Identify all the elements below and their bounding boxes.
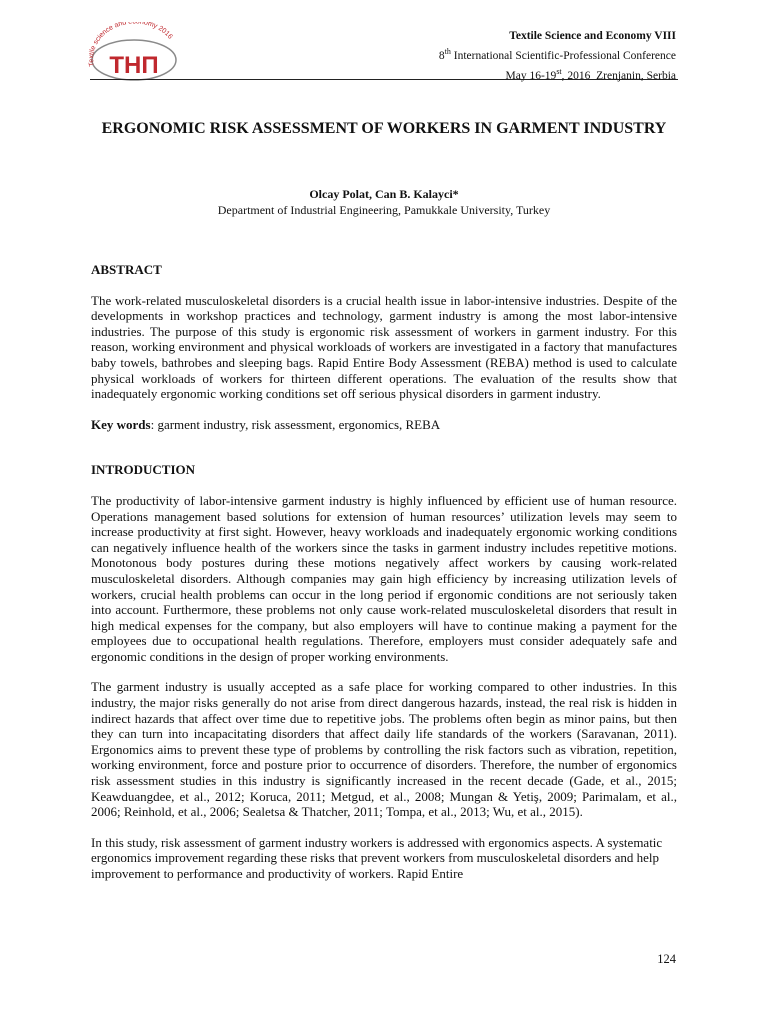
conference-dates: [439, 64, 676, 84]
edition-number: 8: [438, 49, 445, 62]
logo-arc-text: Textile science and e onomy 2016: [88, 22, 174, 67]
conference-name: Textile Science and Economy VIII: [509, 30, 676, 42]
edition-suffix: th: [444, 47, 451, 56]
logo-graphic: [84, 22, 182, 82]
keywords-label: Key words: [91, 416, 151, 432]
author-block: [90, 186, 678, 218]
author-affiliation: Department of Industrial Engineering, Pamukkale University, Turkey: [217, 203, 551, 217]
logo-text: THП: [109, 52, 159, 79]
author-names: Olcay Polat, Can B. Kalayci*: [309, 187, 459, 201]
dates-rest: , 2016 Zrenjanin, Serbia: [561, 69, 676, 82]
introduction-paragraph-2: The garment industry is usually accepted as a safe place for working compared to other industries. In this industry, the major risks generally do not arise from direct dangerous hazards, instead, the real risk is hidden in indirect hazards that affect over time due to repetitive jobs. The problems often begin as minor pains, but then they can turn into incapacitating disorders that affect daily life standards of the workers (Saravanan, 2011). Ergonomics aims to prevent these type of problems by controlling the risk factors such as vibration, repetition, working environment, force and posture prior to occurrence of disorders. Therefore, the number of ergonomics risk assessment studies in this industry is significantly increased in the recent decade (Gade, et al., 2015; Keawduangdee, et al., 2012; Koruca, 2011; Metgud, et al., 2008; Mungan & Yetiş, 2009; Parimalam, et al., 2006; Reinhold, et al., 2006; Sealetsa & Thatcher, 2011; Tompa, et al., 2013; Wu, et al., 2015).: [91, 679, 677, 820]
abstract-text: The work-related musculoskeletal disorders is a crucial health issue in labor-intensive industries. Despite of the developments in workshop practices and technology, garment industry is among the most labor-intensive industries. The purpose of this study is ergonomic risk assessment of workers in garment industry. For this reason, working environment and physical workloads of workers are investigated in a factory that manufactures baby towels, bathrobes and sleeping bags. Rapid Entire Body Assessment (REBA) method is used to calculate physical workloads of workers for thirteen different operations. The evaluation of the results show that inadequately ergonomic working conditions set off serious physical disorders in garment industry.: [91, 292, 677, 402]
abstract-heading: ABSTRACT: [91, 262, 162, 277]
introduction-heading: INTRODUCTION: [91, 462, 196, 478]
keywords-text: : garment industry, risk assessment, ergonomics, REBA: [150, 416, 441, 432]
conference-edition: [439, 44, 676, 64]
keywords: [91, 417, 677, 433]
header-divider: [90, 79, 678, 80]
page-number: 124: [657, 952, 676, 966]
paper-body: [91, 262, 677, 897]
introduction-paragraph-1: The productivity of labor-intensive garment industry is highly influenced by efficient use of human resource. Operations management based solutions for extension of human resources’ utilization levels may seem to increase productivity at first sight. However, heavy workloads and inadequately ergonomic working conditions can negatively influence health of the workers since the tasks in garment industry includes repetitive motions. Monotonous body postures during these motions negatively affect workers by causing work-related musculoskeletal disorders. Although companies may gain high efficiency by increasing utilization levels of workers, crucial health problems can occur in the long period if ergonomic conditions are not seriously taken into account. Furthermore, these problems not only cause work-related musculoskeletal disorders that result in high medical expenses for the company, but also employers will have to continue making a payment for the employees due to occupational health regulations. Therefore, employers must consider adequately safe and ergonomic conditions in the design of proper working environments.: [91, 492, 677, 664]
conference-logo: [84, 22, 182, 82]
edition-rest: International Scientific-Professional Conference: [450, 49, 676, 62]
dates-prefix: May 16-19: [505, 69, 557, 82]
dates-suffix: st: [556, 66, 562, 76]
conference-header: [439, 28, 676, 84]
introduction-paragraph-3: In this study, risk assessment of garment industry workers is addressed with ergonomics aspects. A systematic ergonomics improvement regarding these risks that prevent workers from musculoskeletal disorders and help improvement to performance and productivity of workers. Rapid Entire: [91, 834, 663, 881]
paper-title: ERGONOMIC RISK ASSESSMENT OF WORKERS IN GARMENT INDUSTRY: [101, 120, 667, 137]
